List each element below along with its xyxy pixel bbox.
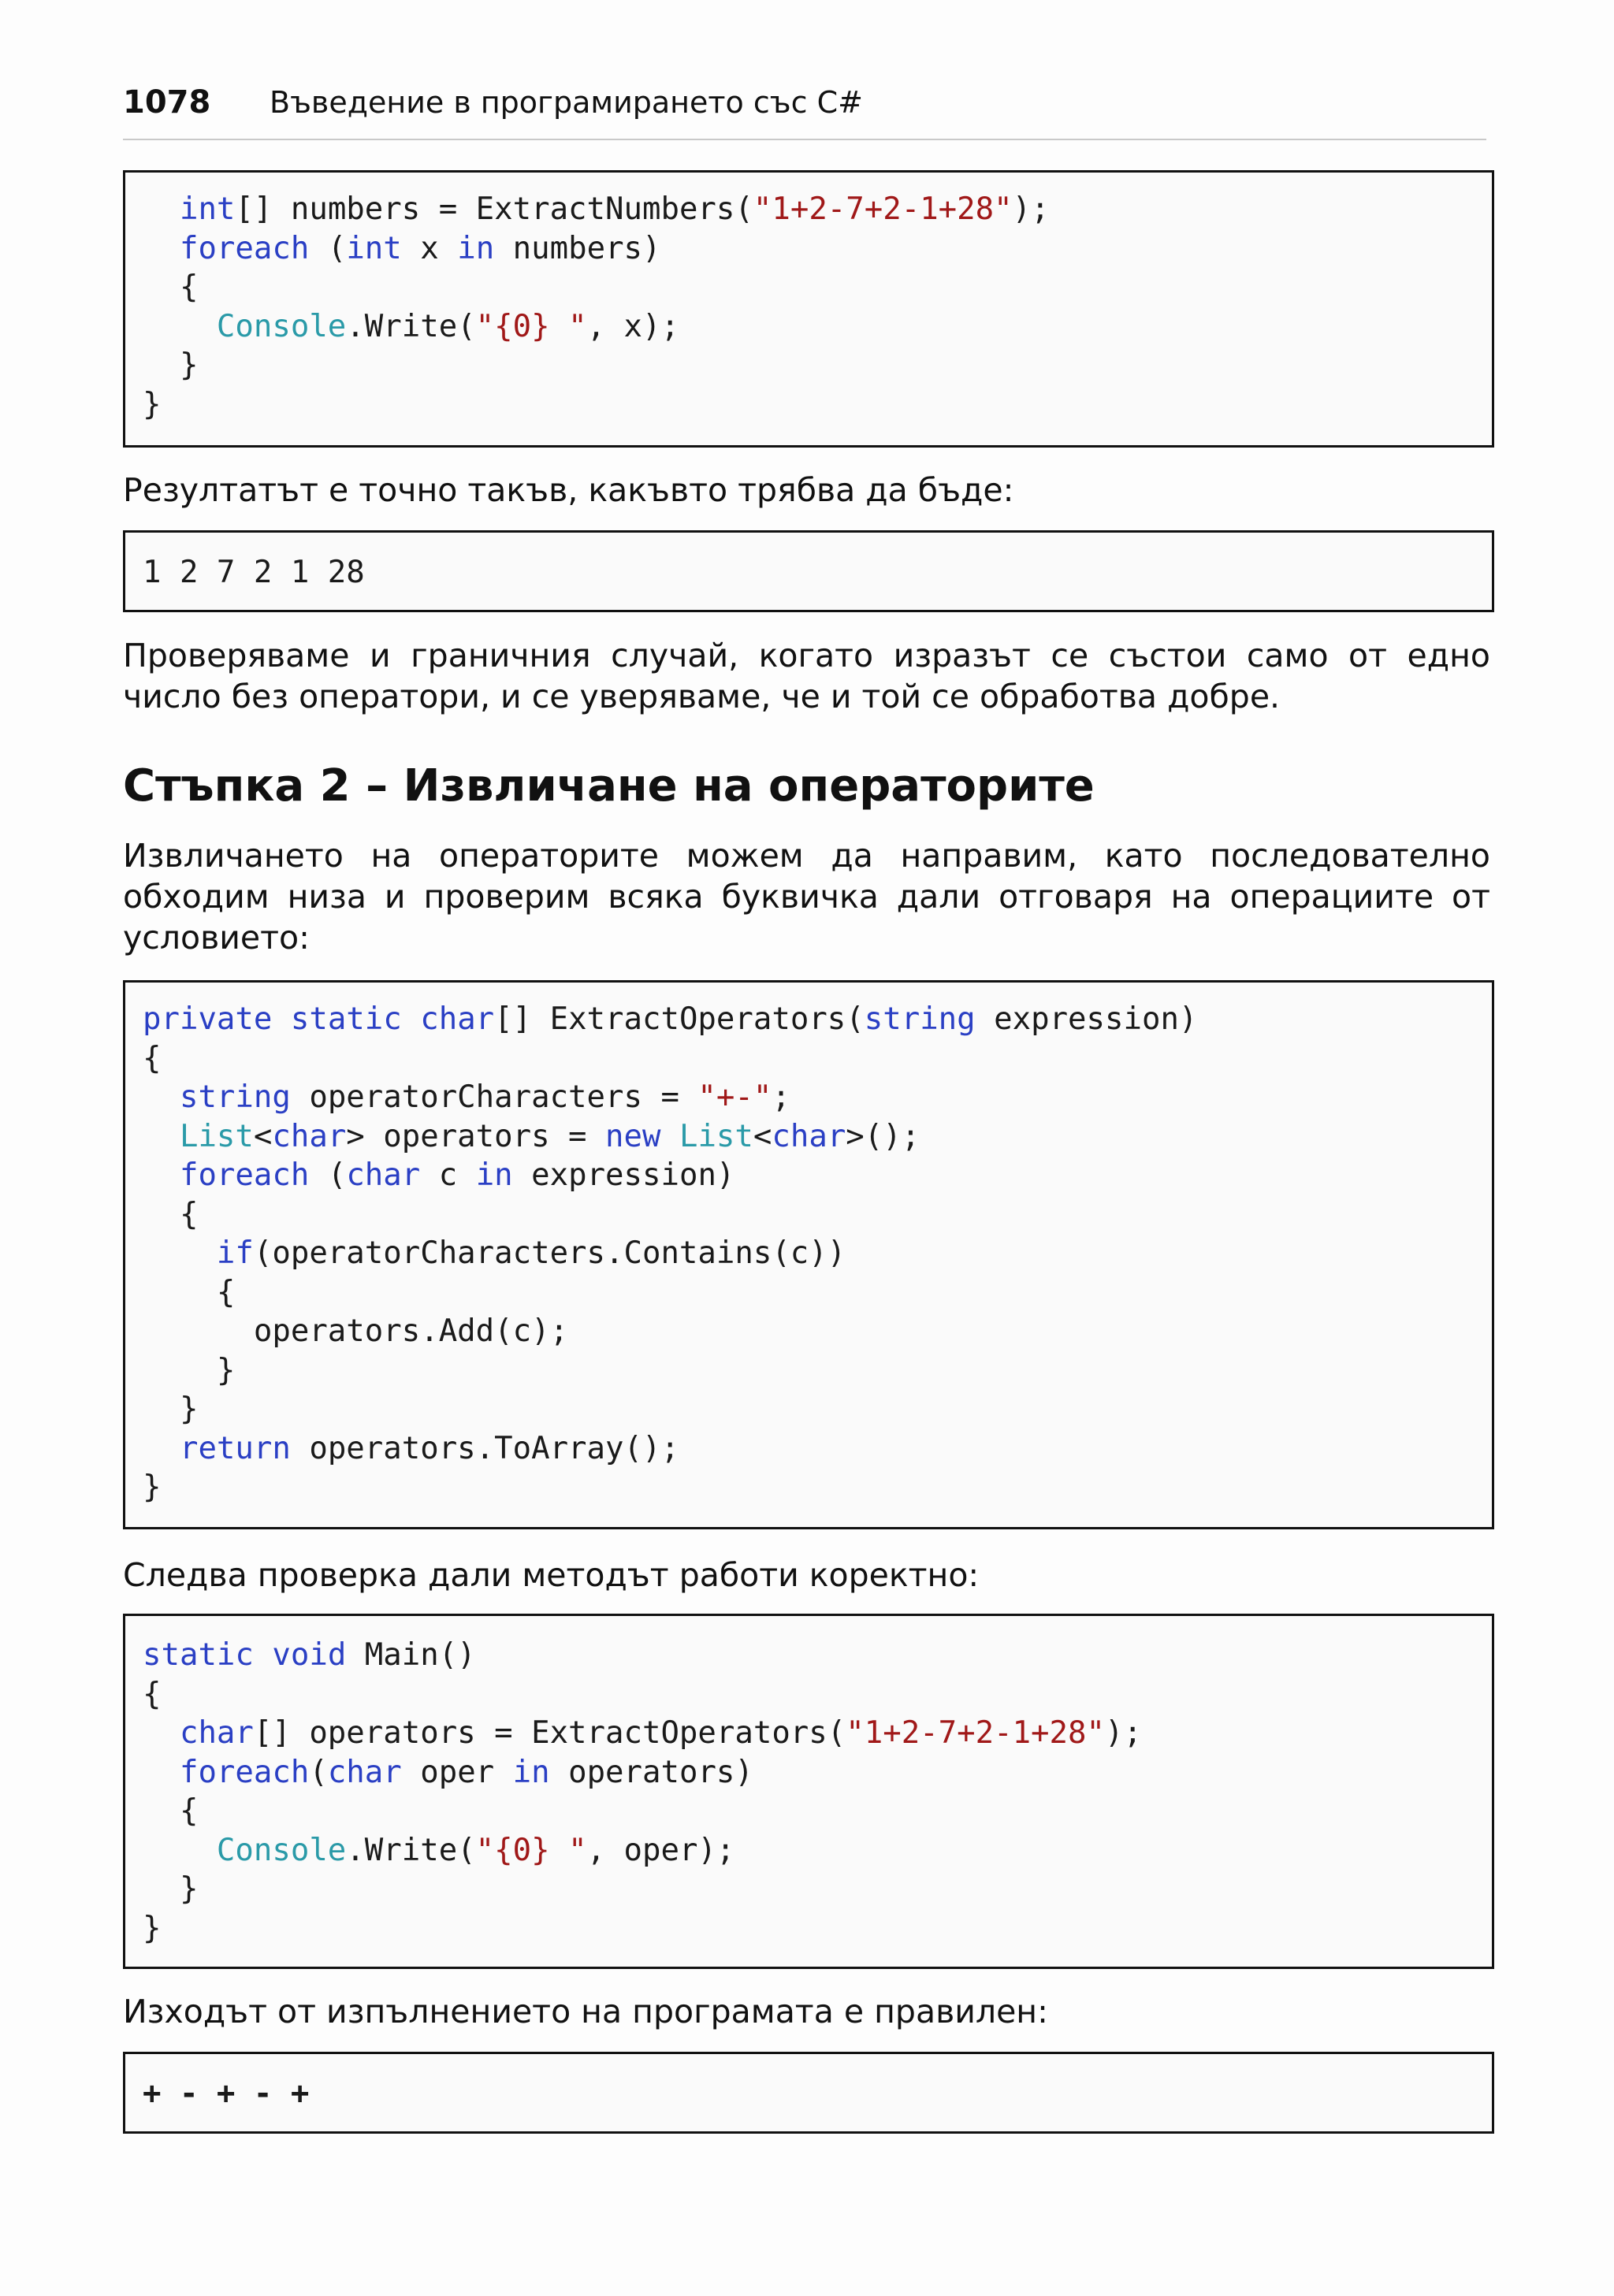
code-text: operators.ToArray(); [290,1430,679,1466]
code-text: ( [309,1754,328,1790]
code-keyword: if [216,1235,254,1271]
code-line [143,1001,1197,1037]
code-text: ); [1104,1715,1142,1751]
code-keyword: static [143,1637,254,1673]
code-keyword: foreach [179,1157,310,1193]
code-line [143,269,198,305]
paragraph-edge-case: Проверяваме и граничния случай, когато изразът се състои само от едно число без оператори, и се уверяваме, че и той се обработва добре. [123,637,1490,715]
code-line [143,1715,1142,1751]
code-keyword: string [179,1079,291,1115]
code-keyword: static [290,1001,402,1037]
code-line [143,1157,734,1193]
code-keyword: foreach [179,230,310,266]
code-text: { [143,1040,162,1076]
code-line [143,1391,198,1427]
code-line [143,1431,679,1466]
code-text: , oper); [586,1832,735,1868]
code-text: (operatorCharacters.Contains(c)) [253,1235,846,1271]
code-keyword: private [143,1001,273,1037]
code-line [143,1755,753,1790]
code-keyword: char [179,1715,254,1751]
code-block-1-text [143,190,1050,424]
code-text: Main() [346,1637,476,1673]
code-line [143,1041,161,1076]
paragraph-extract-operators: Извличането на операторите можем да направим, като последователно обходим низа и проверим всяка буквичка дали отговаря на операциите от условието: [123,837,1490,957]
code-keyword: in [457,230,495,266]
code-line [143,1677,161,1712]
code-keyword: return [179,1430,291,1466]
code-keyword: foreach [179,1754,310,1790]
code-text: } [179,1391,199,1427]
code-line [143,347,198,383]
code-text: ; [772,1079,790,1115]
code-text: [] ExtractOperators( [494,1001,865,1037]
code-text: ( [309,1157,347,1193]
code-text: [] operators = ExtractOperators( [253,1715,846,1751]
code-line [143,1235,846,1271]
code-type: List [679,1118,753,1154]
code-line [143,1119,920,1154]
code-keyword: in [512,1754,550,1790]
code-text [254,1637,272,1673]
code-text: { [143,1676,162,1712]
output-1-text: 1 2 7 2 1 28 [143,555,365,590]
code-text: .Write( [346,1832,476,1868]
code-keyword: string [864,1001,976,1037]
code-keyword: in [475,1157,513,1193]
code-line [143,1079,790,1115]
code-text: expression) [512,1157,735,1193]
code-line [143,1833,734,1868]
code-text: expression) [975,1001,1198,1037]
code-string: "{0} " [475,308,587,344]
code-text: { [179,1793,199,1829]
code-keyword: char [327,1754,402,1790]
code-text: { [216,1274,236,1310]
output-block-1 [123,530,1494,612]
code-text: c [420,1157,476,1193]
code-text: < [253,1118,273,1154]
code-line [143,231,661,266]
code-line [143,1275,235,1310]
code-line [143,1871,198,1907]
code-line [143,1469,161,1505]
code-text: , x); [586,308,679,344]
code-line [143,309,679,344]
code-text: .Write( [346,308,476,344]
code-string: "{0} " [475,1832,587,1868]
code-type: List [179,1118,254,1154]
code-keyword: new [605,1118,661,1154]
code-text: { [179,269,199,305]
code-string: "1+2-7+2-1+28" [846,1715,1105,1751]
code-text: [] numbers = ExtractNumbers( [235,191,753,227]
code-text: < [753,1118,772,1154]
code-text: operators.Add(c); [253,1313,569,1349]
output-block-2 [123,2052,1494,2134]
code-text: numbers) [494,230,661,266]
code-line [143,1793,198,1829]
code-type: Console [216,308,347,344]
code-text: } [143,1469,162,1505]
code-text: operatorCharacters = [290,1079,698,1115]
code-line [143,1353,235,1388]
code-keyword: char [272,1118,347,1154]
code-text: } [143,386,162,422]
code-text: } [179,1871,199,1907]
code-string: "+-" [697,1079,772,1115]
code-line [143,1313,568,1349]
code-string: "1+2-7+2-1+28" [753,191,1013,227]
code-line [143,191,1050,227]
code-text [272,1001,290,1037]
book-title: Въведение в програмирането със C# [270,85,863,120]
paragraph-result: Резултатът е точно такъв, какъвто трябва да бъде: [123,471,1014,509]
code-block-2 [123,980,1494,1529]
code-keyword: char [772,1118,846,1154]
code-block-3-text [143,1636,1142,1948]
section-heading: Стъпка 2 – Извличане на операторите [123,760,1095,812]
code-text [660,1119,679,1154]
page-header [123,82,1486,140]
code-block-3 [123,1614,1494,1969]
code-keyword: char [420,1001,495,1037]
code-keyword: int [179,191,236,227]
code-line [143,1197,198,1232]
code-keyword: int [346,230,402,266]
code-text: } [216,1352,236,1388]
code-text: ( [309,230,347,266]
code-type: Console [216,1832,347,1868]
page-number: 1078 [123,84,211,121]
code-line [143,1637,476,1673]
code-text: { [179,1196,199,1232]
code-text: operators) [549,1754,753,1790]
paragraph-verify: Следва проверка дали методът работи коректно: [123,1556,980,1594]
code-text: >(); [846,1118,920,1154]
code-text: ); [1012,191,1050,227]
code-line [143,387,161,422]
code-line [143,1911,161,1946]
code-keyword: char [346,1157,421,1193]
code-text: x [401,230,458,266]
code-text: > operators = [346,1118,606,1154]
code-block-1 [123,170,1494,448]
code-keyword: void [272,1637,347,1673]
paragraph-output-correct: Изходът от изпълнението на програмата е правилен: [123,1993,1048,2030]
code-text: } [143,1910,162,1946]
code-block-2-text [143,1000,1197,1507]
code-text: oper [401,1754,513,1790]
code-text: } [179,347,199,383]
output-2-text: + - + - + [143,2076,310,2112]
code-text [402,1001,420,1037]
